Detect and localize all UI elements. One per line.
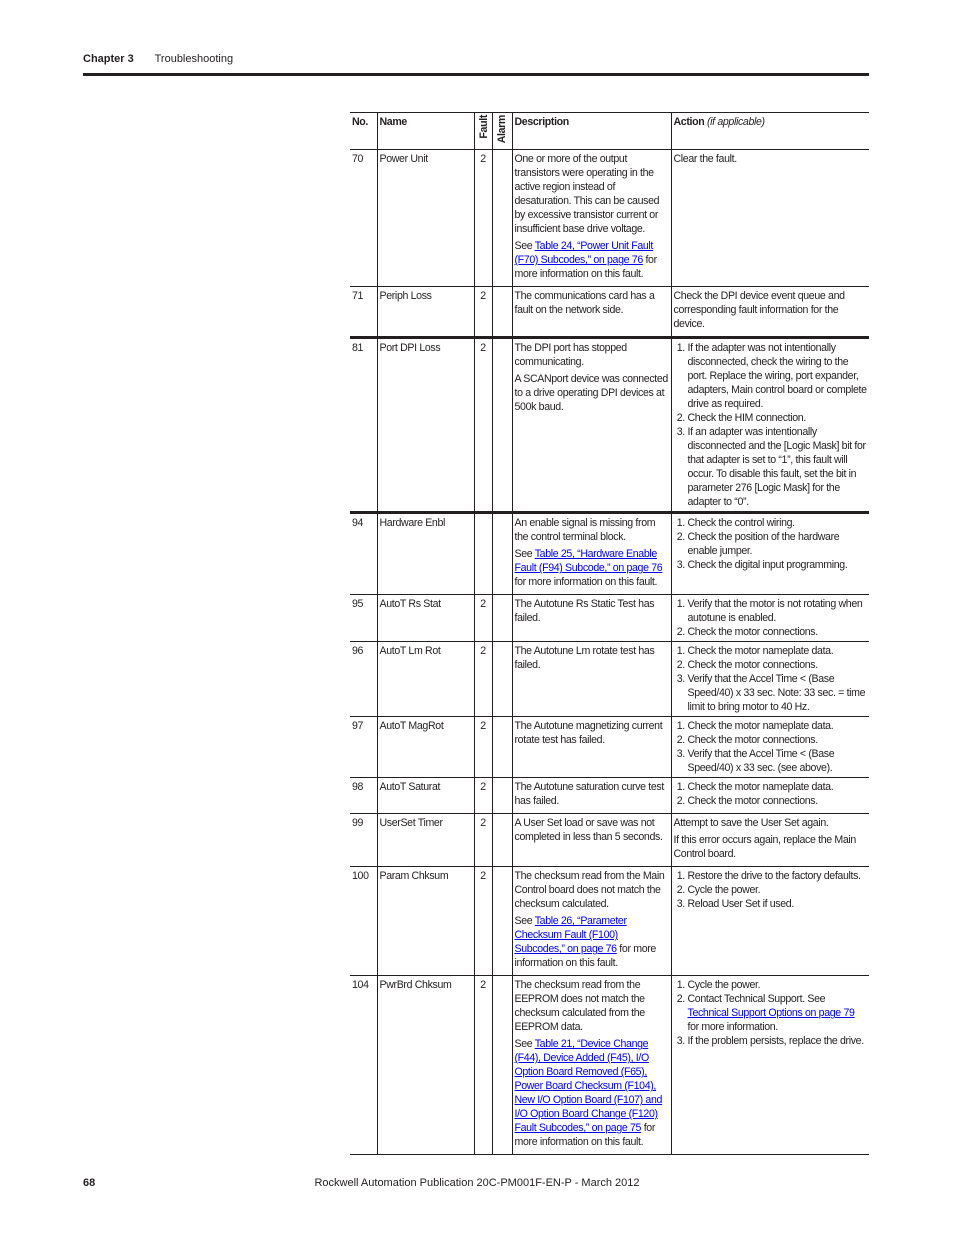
fault-number: 104 xyxy=(350,976,377,1155)
action-list xyxy=(674,719,868,775)
action-paragraph: Clear the fault. xyxy=(673,153,737,166)
fault-table xyxy=(350,112,869,1155)
description-paragraph xyxy=(515,1037,669,1149)
description-text: See xyxy=(514,1038,535,1051)
fault-description xyxy=(512,814,671,867)
table-row xyxy=(350,513,869,595)
fault-action xyxy=(671,150,869,287)
alarm-type xyxy=(492,595,512,642)
fault-action xyxy=(671,642,869,717)
fault-name: Periph Loss xyxy=(377,287,474,338)
description-paragraph: One or more of the output transistors were operating in the active region instead of desaturation. This can be caused by excessive transistor current or insufficient base drive voltage. xyxy=(514,153,660,236)
table-row xyxy=(350,778,869,814)
header-alarm: Alarm xyxy=(492,113,512,150)
action-step: 1. Check the motor nameplate data. xyxy=(688,719,868,733)
description-text: See xyxy=(514,548,535,561)
fault-type: 2 xyxy=(474,976,492,1155)
action-step: 1. Restore the drive to the factory defaults. xyxy=(688,869,868,883)
header-action: Action (if applicable) xyxy=(671,113,869,150)
action-list xyxy=(674,978,868,1048)
action-step xyxy=(688,992,868,1034)
action-paragraph: Check the DPI device event queue and corresponding fault information for the device. xyxy=(673,290,845,331)
action-paragraph: If this error occurs again, replace the Main Control board. xyxy=(673,834,856,861)
header-description: Description xyxy=(512,113,671,150)
description-paragraph: The checksum read from the EEPROM does not match the checksum calculated from the EEPROM data. xyxy=(514,979,645,1034)
table-header-row xyxy=(350,113,869,150)
alarm-type xyxy=(492,867,512,976)
fault-action xyxy=(671,976,869,1155)
fault-description xyxy=(512,778,671,814)
action-text: Contact Technical Support. See xyxy=(687,993,826,1006)
action-list xyxy=(674,516,868,572)
action-step: 2. Check the motor connections. xyxy=(688,794,868,808)
description-paragraph xyxy=(515,239,669,281)
action-step: 1. If the adapter was not intentionally disconnected, check the wiring to the port. Replace the wiring, port expander, adapters, Main control board or complete drive as required. xyxy=(688,341,868,411)
fault-type: 2 xyxy=(474,595,492,642)
fault-type: 2 xyxy=(474,867,492,976)
fault-type: 2 xyxy=(474,814,492,867)
action-step: 1. Check the control wiring. xyxy=(688,516,868,530)
fault-action xyxy=(671,867,869,976)
description-text: See xyxy=(514,240,535,253)
table-row xyxy=(350,287,869,338)
fault-number: 96 xyxy=(350,642,377,717)
fault-name: Port DPI Loss xyxy=(377,338,474,513)
fault-action xyxy=(671,717,869,778)
fault-action xyxy=(671,513,869,595)
fault-number: 71 xyxy=(350,287,377,338)
action-step: 2. Check the motor connections. xyxy=(688,733,868,747)
alarm-type xyxy=(492,642,512,717)
running-header xyxy=(83,53,233,65)
alarm-type xyxy=(492,717,512,778)
description-text: See xyxy=(514,915,535,928)
cross-reference-link[interactable]: Table 26, “Parameter Checksum Fault (F100) Subcodes,” on page 76 xyxy=(514,915,627,956)
action-step: 2. Check the motor connections. xyxy=(688,625,868,639)
fault-number: 100 xyxy=(350,867,377,976)
action-list xyxy=(674,780,868,808)
fault-type xyxy=(474,513,492,595)
fault-number: 81 xyxy=(350,338,377,513)
fault-description xyxy=(512,595,671,642)
alarm-type xyxy=(492,976,512,1155)
action-step: 3. Reload User Set if used. xyxy=(688,897,868,911)
fault-description xyxy=(512,287,671,338)
alarm-type xyxy=(492,150,512,287)
section-title: Troubleshooting xyxy=(154,53,234,65)
action-step: 2. Check the motor connections. xyxy=(688,658,868,672)
cross-reference-link[interactable]: Table 24, “Power Unit Fault (F70) Subcodes,” on page 76 xyxy=(514,240,654,267)
fault-action xyxy=(671,814,869,867)
action-step: 3. Verify that the Accel Time < (Base Speed/40) x 33 sec. Note: 33 sec. = time limit to bring motor to 40 Hz. xyxy=(688,672,868,714)
description-paragraph: The communications card has a fault on the network side. xyxy=(514,290,655,317)
table-body xyxy=(350,150,869,1155)
action-step: 3. If an adapter was intentionally disconnected and the [Logic Mask] bit for that adapter is set to “1”, this fault will occur. To disable this fault, set the bit in parameter 276 [Logic Mask] for the adapter to “0”. xyxy=(688,425,868,509)
fault-name: PwrBrd Chksum xyxy=(377,976,474,1155)
fault-description xyxy=(512,513,671,595)
table-row xyxy=(350,150,869,287)
description-paragraph xyxy=(515,914,669,970)
action-step: 1. Cycle the power. xyxy=(688,978,868,992)
header-fault: Fault xyxy=(474,113,492,150)
action-step: 3. If the problem persists, replace the drive. xyxy=(688,1034,868,1048)
cross-reference-link[interactable]: Technical Support Options on page 79 xyxy=(687,1007,855,1020)
fault-type: 2 xyxy=(474,338,492,513)
action-list xyxy=(674,869,868,911)
header-name: Name xyxy=(377,113,474,150)
table-row xyxy=(350,717,869,778)
chapter-label: Chapter 3 xyxy=(83,53,134,65)
action-list xyxy=(674,597,868,639)
fault-type: 2 xyxy=(474,778,492,814)
action-step: 2. Check the position of the hardware enable jumper. xyxy=(688,530,868,558)
action-step: 2. Cycle the power. xyxy=(688,883,868,897)
description-paragraph: The Autotune Lm rotate test has failed. xyxy=(514,645,655,672)
fault-action xyxy=(671,338,869,513)
fault-number: 70 xyxy=(350,150,377,287)
action-list xyxy=(674,644,868,714)
fault-name: AutoT Rs Stat xyxy=(377,595,474,642)
fault-description xyxy=(512,338,671,513)
alarm-type xyxy=(492,338,512,513)
fault-name: AutoT MagRot xyxy=(377,717,474,778)
fault-type: 2 xyxy=(474,642,492,717)
description-paragraph: An enable signal is missing from the control terminal block. xyxy=(514,517,656,544)
fault-description xyxy=(512,642,671,717)
fault-name: AutoT Saturat xyxy=(377,778,474,814)
table-row xyxy=(350,595,869,642)
fault-number: 99 xyxy=(350,814,377,867)
action-paragraph: Attempt to save the User Set again. xyxy=(673,817,829,830)
action-step: 1. Check the motor nameplate data. xyxy=(688,780,868,794)
description-paragraph: A User Set load or save was not completed in less than 5 seconds. xyxy=(514,817,663,844)
action-step: 3. Check the digital input programming. xyxy=(688,558,868,572)
alarm-type xyxy=(492,778,512,814)
alarm-type xyxy=(492,814,512,867)
description-paragraph xyxy=(515,547,669,589)
fault-name: Param Chksum xyxy=(377,867,474,976)
description-text: for more information on this fault. xyxy=(514,576,658,589)
description-text: for more information on this fault. xyxy=(514,1122,656,1149)
table-row xyxy=(350,642,869,717)
cross-reference-link[interactable]: Table 25, “Hardware Enable Fault (F94) Subcode,” on page 76 xyxy=(514,548,663,575)
fault-action xyxy=(671,287,869,338)
fault-number: 94 xyxy=(350,513,377,595)
fault-description xyxy=(512,976,671,1155)
table-row xyxy=(350,338,869,513)
action-step: 1. Check the motor nameplate data. xyxy=(688,644,868,658)
header-no: No. xyxy=(350,113,377,150)
action-step: 1. Verify that the motor is not rotating when autotune is enabled. xyxy=(688,597,868,625)
fault-action xyxy=(671,778,869,814)
header-rule xyxy=(83,73,869,76)
description-paragraph: The Autotune magnetizing current rotate test has failed. xyxy=(514,720,663,747)
description-paragraph: The DPI port has stopped communicating. xyxy=(514,342,627,369)
fault-type: 2 xyxy=(474,717,492,778)
description-text: for more information on this fault. xyxy=(514,254,657,281)
fault-name: UserSet Timer xyxy=(377,814,474,867)
description-paragraph: A SCANport device was connected to a drive operating DPI devices at 500k baud. xyxy=(514,373,668,414)
fault-name: Hardware Enbl xyxy=(377,513,474,595)
fault-description xyxy=(512,717,671,778)
fault-name: AutoT Lm Rot xyxy=(377,642,474,717)
action-step: 2. Check the HIM connection. xyxy=(688,411,868,425)
fault-number: 95 xyxy=(350,595,377,642)
table-row xyxy=(350,814,869,867)
action-step: 3. Verify that the Accel Time < (Base Speed/40) x 33 sec. (see above). xyxy=(688,747,868,775)
description-paragraph: The checksum read from the Main Control board does not match the checksum calculated. xyxy=(514,870,665,911)
page-number: 68 xyxy=(83,1177,96,1189)
fault-description xyxy=(512,150,671,287)
action-list xyxy=(674,341,868,509)
table-row xyxy=(350,867,869,976)
fault-number: 98 xyxy=(350,778,377,814)
fault-type: 2 xyxy=(474,287,492,338)
description-paragraph: The Autotune saturation curve test has failed. xyxy=(514,781,664,808)
publication-footer: Rockwell Automation Publication 20C-PM001F-EN-P - March 2012 xyxy=(314,1177,640,1189)
fault-type: 2 xyxy=(474,150,492,287)
fault-action xyxy=(671,595,869,642)
alarm-type xyxy=(492,287,512,338)
alarm-type xyxy=(492,513,512,595)
fault-number: 97 xyxy=(350,717,377,778)
description-text: for more information on this fault. xyxy=(514,943,656,970)
cross-reference-link[interactable]: Table 21, “Device Change (F44), Device Added (F45), I/O Option Board Removed (F65), Power Board Checksum (F104), New I/O Option Board (F107) and I/O Option Board Change (F120) Fault Subcodes,” on page 75 xyxy=(514,1038,663,1135)
action-text: for more information. xyxy=(687,1021,778,1034)
fault-description xyxy=(512,867,671,976)
fault-name: Power Unit xyxy=(377,150,474,287)
description-paragraph: The Autotune Rs Static Test has failed. xyxy=(514,598,655,625)
table-row xyxy=(350,976,869,1155)
